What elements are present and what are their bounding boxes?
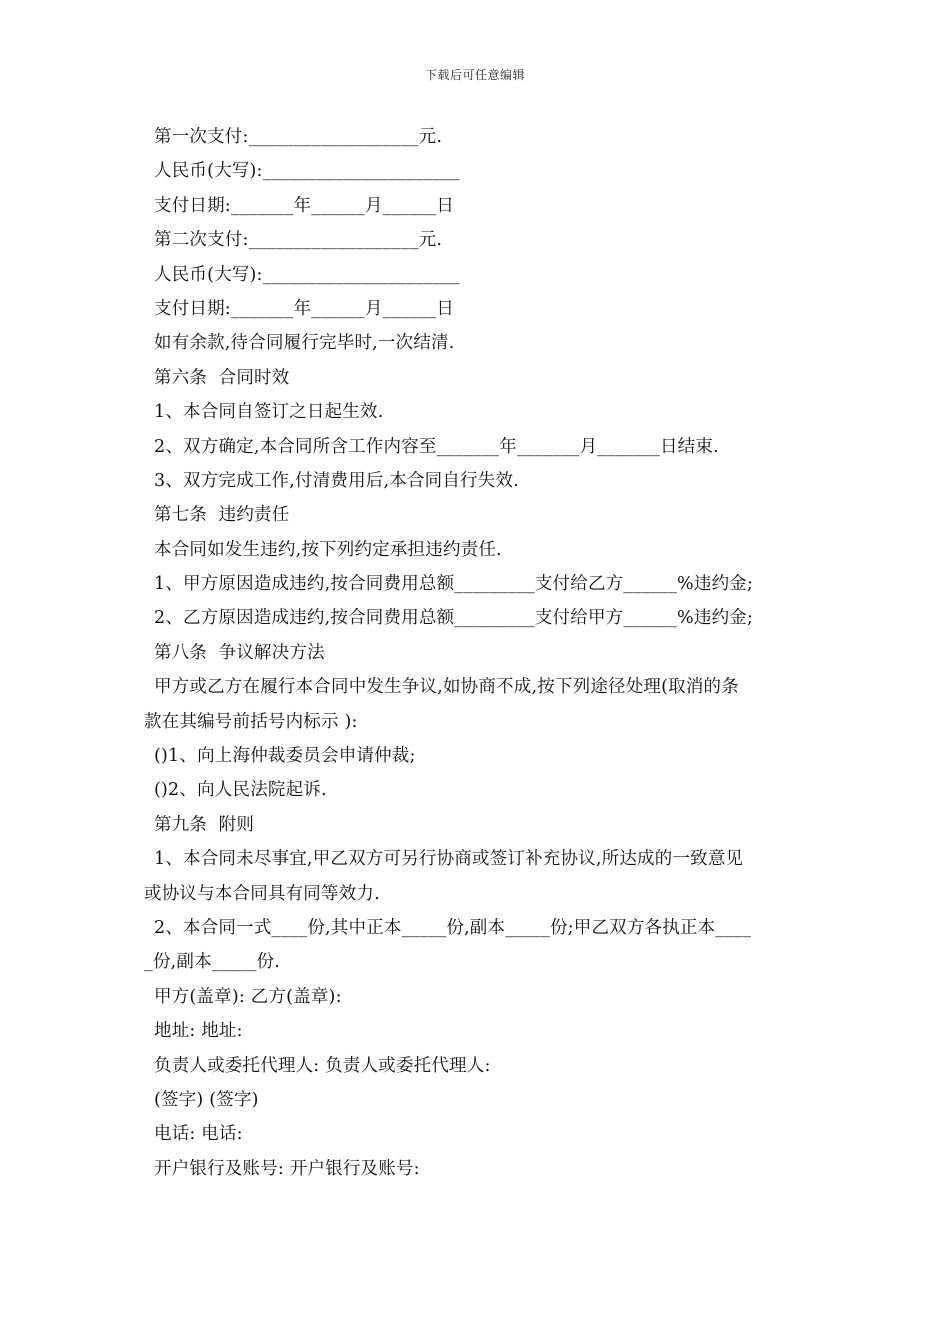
text-line: 负责人或委托代理人: 负责人或委托代理人:	[154, 1055, 491, 1076]
text-line: 3、双方完成工作,付清费用后,本合同自行失效.	[154, 470, 519, 491]
text-line: 第七条 违约责任	[154, 505, 290, 526]
text-line: 或协议与本合同具有同等效力.	[144, 883, 380, 904]
text-line: 甲方或乙方在履行本合同中发生争议,如协商不成,按下列途径处理(取消的条	[154, 677, 739, 698]
text-line: (签字) (签字)	[154, 1089, 259, 1110]
text-line: ()2、向人民法院起诉.	[154, 780, 327, 801]
text-line: 人民币(大写):______________________	[154, 161, 460, 182]
text-line: 支付日期:_______年______月______日	[154, 195, 455, 216]
text-line: 第二次支付:___________________元.	[154, 230, 443, 251]
document-body	[144, 120, 824, 1186]
text-line: 如有余款,待合同履行完毕时,一次结清.	[154, 333, 455, 354]
text-line: 开户银行及账号: 开户银行及账号:	[154, 1158, 420, 1179]
text-line: 甲方(盖章): 乙方(盖章):	[154, 986, 342, 1007]
text-line: 1、本合同自签订之日起生效.	[154, 402, 384, 423]
text-line: 本合同如发生违约,按下列约定承担违约责任.	[154, 539, 502, 560]
text-line: 2、乙方原因造成违约,按合同费用总额_________支付给甲方______%违约金;	[154, 608, 754, 629]
text-line: 电话: 电话:	[154, 1124, 243, 1145]
text-line: 1、本合同未尽事宜,甲乙双方可另行协商或签订补充协议,所达成的一致意见	[154, 849, 744, 870]
text-line: 第八条 争议解决方法	[154, 642, 325, 663]
text-line: 2、本合同一式____份,其中正本_____份,副本_____份;甲乙双方各执正本____	[154, 917, 752, 938]
text-line: 第一次支付:___________________元.	[154, 127, 443, 147]
text-line: 地址: 地址:	[154, 1021, 243, 1042]
text-line: 第六条 合同时效	[154, 367, 290, 388]
text-line: ()1、向上海仲裁委员会申请仲裁;	[154, 746, 416, 767]
text-line: 第九条 附则	[154, 814, 255, 835]
page-header: 下载后可任意编辑	[424, 68, 525, 82]
text-line: 人民币(大写):______________________	[154, 264, 460, 285]
text-line: 款在其编号前括号内标示 ):	[144, 711, 358, 732]
text-line: 1、甲方原因造成违约,按合同费用总额_________支付给乙方______%违约金;	[154, 574, 754, 595]
text-line: 支付日期:_______年______月______日	[154, 298, 455, 319]
text-line: _份,副本_____份.	[144, 952, 281, 973]
text-line: 2、双方确定,本合同所含工作内容至_______年_______月_______日结束.	[154, 436, 719, 457]
